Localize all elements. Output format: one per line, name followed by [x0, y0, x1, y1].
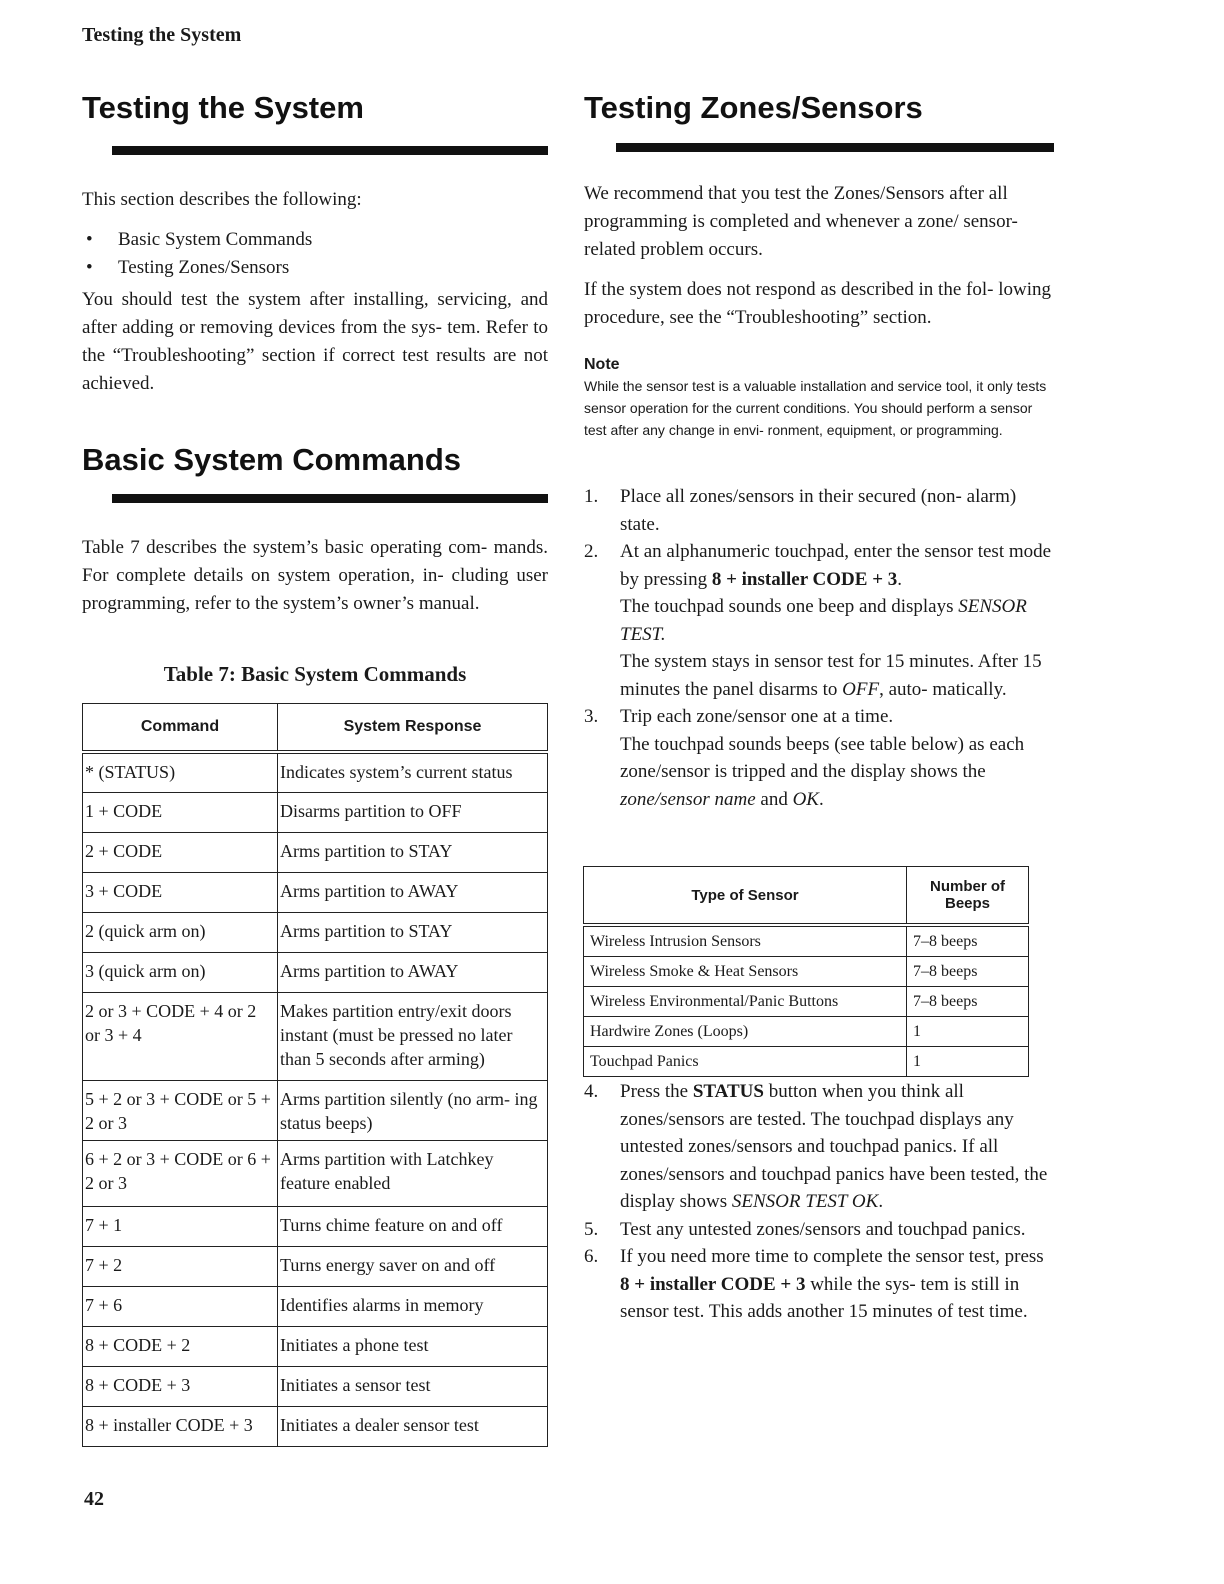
step-text: Place all zones/sensors in their secured (non- alarm) state.	[620, 486, 1017, 535]
table-row	[83, 912, 548, 952]
sensor-type-cell: Touchpad Panics	[584, 1047, 907, 1077]
running-head: Testing the System	[82, 24, 242, 46]
zones-paragraph-2: If the system does not respond as described in the fol- lowing procedure, see the “Troubleshooting” section.	[584, 279, 1051, 328]
response-cell: Arms partition silently (no arm- ing status beeps)	[278, 1080, 548, 1140]
table-row	[83, 992, 548, 1080]
response-cell: Arms partition to STAY	[278, 912, 548, 952]
command-cell: 2 or 3 + CODE + 4 or 2 or 3 + 4	[83, 992, 278, 1080]
command-cell: 7 + 2	[83, 1246, 278, 1286]
step-text: , auto- matically.	[879, 678, 1007, 700]
step-number: 6.	[584, 1246, 599, 1267]
section-title-basic-commands: Basic System Commands	[82, 442, 462, 477]
column-header: System Response	[278, 704, 548, 753]
display-text: zone/sensor name	[620, 788, 756, 810]
display-text: OK	[792, 788, 819, 810]
step-number: 2.	[584, 541, 599, 562]
step-text: button when you think all zones/sensors are tested. The touchpad displays any untested zones/sensors and touchpad panics. If all zones/sensors and touchpad panics have been tested, the display shows	[620, 1081, 1048, 1212]
step-text: The touchpad sounds beeps (see table below) as each zone/sensor is tripped and the display shows the	[620, 733, 1025, 782]
command-cell: 6 + 2 or 3 + CODE or 6 + 2 or 3	[83, 1140, 278, 1206]
testing-paragraph: You should test the system after installing, servicing, and after adding or removing devices from the sys- tem. Refer to the “Troubleshooting” section if correct test results are not achieved.	[82, 289, 548, 394]
step-text: The touchpad sounds one beep and displays	[620, 596, 959, 617]
response-cell: Disarms partition to OFF	[278, 792, 548, 832]
response-cell: Turns chime feature on and off	[278, 1206, 548, 1246]
table-row	[83, 1406, 548, 1446]
beeps-cell: 1	[907, 1047, 1029, 1077]
step-item	[584, 538, 1054, 703]
response-cell: Arms partition to AWAY	[278, 872, 548, 912]
response-cell: Turns energy saver on and off	[278, 1246, 548, 1286]
page-number: 42	[84, 1488, 104, 1510]
zones-paragraph-1: We recommend that you test the Zones/Sensors after all programming is completed and whenever a zone/ sensor-related problem occurs.	[584, 183, 1018, 260]
command-cell: 8 + installer CODE + 3	[83, 1406, 278, 1446]
command-cell: 5 + 2 or 3 + CODE or 5 + 2 or 3	[83, 1080, 278, 1140]
response-cell: Arms partition to STAY	[278, 832, 548, 872]
step-item	[584, 1216, 1054, 1244]
column-header: Number of Beeps	[907, 867, 1029, 926]
command-cell: 7 + 1	[83, 1206, 278, 1246]
table-row	[83, 872, 548, 912]
table-row	[584, 1047, 1029, 1077]
step-number: 4.	[584, 1081, 599, 1102]
sensor-type-cell: Wireless Intrusion Sensors	[584, 925, 907, 957]
step-item	[584, 703, 1054, 813]
step-text: If you need more time to complete the sensor test, press	[620, 1246, 1044, 1267]
intro-text: This section describes the following:	[82, 189, 362, 210]
note-text: While the sensor test is a valuable installation and service tool, it only tests sensor operation for the current conditions. You should perform a sensor test after any change in envi- ronment, equipment, or programming.	[584, 378, 1047, 438]
command-cell: * (STATUS)	[83, 752, 278, 792]
beeps-cell: 7–8 beeps	[907, 957, 1029, 987]
beeps-cell: 1	[907, 1017, 1029, 1047]
table-row	[83, 752, 548, 792]
step-text: .	[878, 1191, 884, 1212]
step-text: The system stays in sensor test for 15 minutes. After 15 minutes the panel disarms to	[620, 651, 1042, 700]
sensor-type-cell: Hardwire Zones (Loops)	[584, 1017, 907, 1047]
step-text: and	[755, 788, 793, 810]
key-sequence: 8 + installer CODE + 3	[620, 1273, 806, 1295]
title-rule	[112, 146, 548, 155]
table-row	[83, 1286, 548, 1326]
table-row	[83, 952, 548, 992]
command-cell: 2 (quick arm on)	[83, 912, 278, 952]
note-title: Note	[584, 356, 620, 373]
response-cell: Arms partition with Latchkey feature enabled	[278, 1140, 548, 1206]
table-row	[83, 792, 548, 832]
response-cell: Indicates system’s current status	[278, 752, 548, 792]
response-cell: Makes partition entry/exit doors instant (must be pressed no later than 5 seconds after arming)	[278, 992, 548, 1080]
table-row	[584, 925, 1029, 957]
step-item	[584, 483, 1054, 538]
step-text: At an alphanumeric touchpad, enter the sensor test mode by pressing	[620, 541, 1052, 590]
command-cell: 1 + CODE	[83, 792, 278, 832]
step-text: Trip each zone/sensor one at a time.	[620, 706, 894, 727]
step-text: while the sys- tem is still in sensor test. This adds another 15 minutes of test time.	[620, 1273, 1028, 1322]
display-text: OFF	[842, 678, 880, 700]
display-text: SENSOR TEST OK	[731, 1191, 879, 1212]
table-row	[83, 1080, 548, 1140]
table-row	[584, 1017, 1029, 1047]
table-row	[83, 832, 548, 872]
bullet-item: • Testing Zones/Sensors	[82, 254, 552, 282]
step-text: .	[818, 788, 824, 810]
step-number: 5.	[584, 1218, 599, 1240]
step-item	[584, 1243, 1054, 1326]
title-rule	[616, 143, 1054, 152]
table-row	[584, 987, 1029, 1017]
table-row	[83, 1326, 548, 1366]
beeps-cell: 7–8 beeps	[907, 925, 1029, 957]
column-header: Command	[83, 704, 278, 753]
test-steps-4-6	[584, 1078, 1054, 1326]
command-cell: 7 + 6	[83, 1286, 278, 1326]
command-cell: 3 + CODE	[83, 872, 278, 912]
table-row	[83, 1246, 548, 1286]
step-text: .	[897, 568, 903, 590]
step-text: Test any untested zones/sensors and touchpad panics.	[620, 1218, 1026, 1240]
section-title-testing-zones: Testing Zones/Sensors	[584, 90, 923, 125]
status-key: STATUS	[692, 1081, 764, 1102]
step-number: 1.	[584, 486, 599, 507]
table-row	[83, 1140, 548, 1206]
response-cell: Initiates a sensor test	[278, 1366, 548, 1406]
command-cell: 8 + CODE + 2	[83, 1326, 278, 1366]
response-cell: Initiates a dealer sensor test	[278, 1406, 548, 1446]
title-rule	[112, 494, 548, 503]
column-header: Type of Sensor	[584, 867, 907, 926]
command-cell: 3 (quick arm on)	[83, 952, 278, 992]
sensor-beeps-table	[583, 866, 1029, 1077]
test-steps-1-3	[584, 483, 1054, 813]
step-number: 3.	[584, 706, 599, 727]
table-row	[584, 957, 1029, 987]
response-cell: Identifies alarms in memory	[278, 1286, 548, 1326]
command-cell: 8 + CODE + 3	[83, 1366, 278, 1406]
step-item	[584, 1078, 1054, 1216]
commands-paragraph: Table 7 describes the system’s basic operating com- mands. For complete details on system operation, in- cluding user programming, refer to the system’s owner’s manual.	[82, 537, 548, 614]
bullet-list	[82, 226, 552, 282]
commands-table	[82, 703, 548, 1447]
table-row	[83, 1366, 548, 1406]
table-row	[83, 1206, 548, 1246]
sensor-type-cell: Wireless Environmental/Panic Buttons	[584, 987, 907, 1017]
response-cell: Arms partition to AWAY	[278, 952, 548, 992]
table-caption: Table 7: Basic System Commands	[163, 662, 467, 686]
section-title-testing-system: Testing the System	[82, 90, 364, 125]
sensor-type-cell: Wireless Smoke & Heat Sensors	[584, 957, 907, 987]
step-text: Press the	[620, 1081, 693, 1102]
beeps-cell: 7–8 beeps	[907, 987, 1029, 1017]
command-cell: 2 + CODE	[83, 832, 278, 872]
response-cell: Initiates a phone test	[278, 1326, 548, 1366]
bullet-item: • Basic System Commands	[82, 226, 552, 254]
key-sequence: 8 + installer CODE + 3	[711, 568, 898, 590]
display-text: SENSOR TEST.	[620, 596, 1027, 645]
